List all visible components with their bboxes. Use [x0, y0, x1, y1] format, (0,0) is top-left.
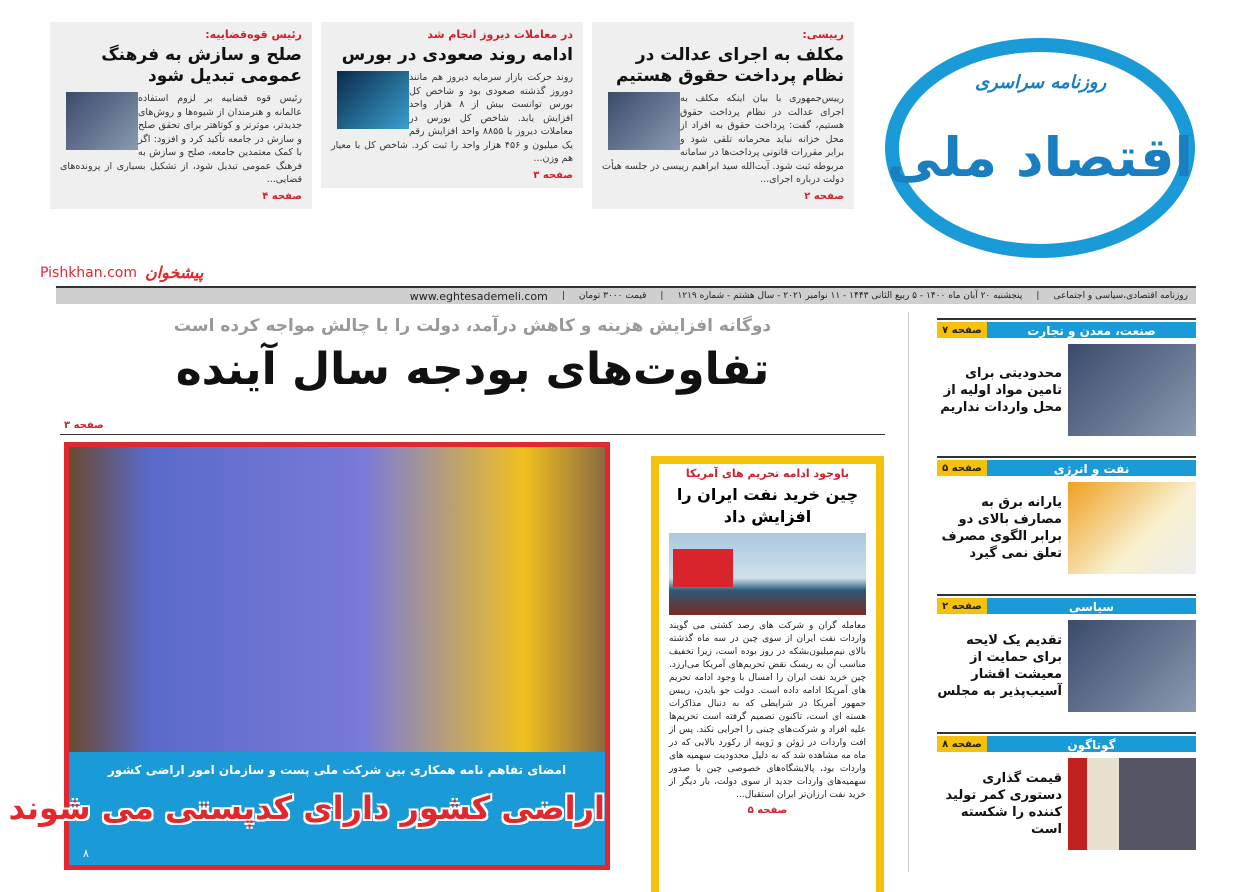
side-title: یارانه برق به مصارف بالای دو برابر الگوی مصرف تعلق نمی گیرد: [941, 495, 1062, 561]
section-name: سیاسی: [987, 598, 1196, 614]
section-name: گوناگون: [987, 736, 1196, 752]
masthead-name: اقتصاد ملی: [886, 126, 1194, 189]
teaser-body: رئیس قوه قضاییه بر لزوم استفاده عالمانه و هنرمندان از شیوه‌ها و روش‌های جدیدتر، موثرتر و کوتاهتر برای تحقق صلح و سازش در جامعه تأکید کرد و افزود: اگر با کمک معتمدین جامعه، صلح و سازش به فرهنگ عمومی تبدیل شود، از تشکیل بسیاری از پرونده‌های قضایی...: [60, 93, 302, 185]
section-name: نفت و انرژی: [987, 460, 1196, 476]
website-link[interactable]: www.eghtesademeli.com: [409, 289, 548, 303]
side-photo: [1068, 758, 1196, 850]
paper-type: روزنامه اقتصادی،سیاسی و اجتماعی: [1053, 291, 1188, 301]
teaser-kicker: در معاملات دیروز انجام شد: [427, 28, 573, 41]
section-name: صنعت، معدن و تجارت: [987, 322, 1196, 338]
teaser-bourse[interactable]: [321, 22, 583, 188]
side-photo: [1068, 344, 1196, 436]
teaser-raisi[interactable]: [592, 22, 854, 209]
china-body: معامله گران و شرکت های رصد کشتی می گویند واردات نفت ایران از سوی چین در سه ماه گذشته بالای نیم‌میلیون‌بشکه در روز بوده است، زیرا تخفیف مناسب آن به ریسک نقض تحریم‌های آمریکا می‌ارزد. چین خرید نفت ایران را امسال با وجود ادامه تحریم های آمریکا ادامه داده است. دولت جو بایدن، رییس جمهور آمریکا در شرایطی که به دنبال مذاکرات هسته ای است، تاکنون تصمیم گرفته است تحریم‌ها علیه افراد و شرکت‌های چینی را اجرایی نکند. پس از افت واردات در ژوئن و ژوییه از رکورد بالایی که در ماه مه مشاهده شد که به دلیل محدودیت سهمیه های واردات بود، پالایشگاه‌های خصوصی چین با صدور سهمیه‌های واردات جدید از سوی دولت، بار دیگر از خرید نفت ارزان‌تر ایران استقبال...: [669, 621, 866, 800]
side-title: قیمت گذاری دستوری کمر تولید کننده را شکسته است: [945, 771, 1062, 837]
sidebar-item-industry[interactable]: [937, 318, 1196, 436]
main-title: تفاوت‌های بودجه سال آینده: [175, 344, 770, 395]
section-page[interactable]: صفحه ۷: [937, 322, 987, 338]
photo-kicker: امضای تفاهم نامه همکاری بین شرکت ملی پست و سازمان امور اراضی کشور: [107, 763, 567, 777]
teaser-kicker: رئیس قوه‌قضاییه:: [205, 28, 302, 41]
teaser-photo: [337, 71, 409, 129]
teaser-body: رییس‌جمهوری با بیان اینکه مکلف به اجرای عدالت در نظام پرداخت حقوق هستیم، گفت: پرداخت حقوق به افراد از محل خزانه نباید محرمانه تلقی شود و برابر مقررات قانونی پرداخت‌ها در سامانه مربوطه ثبت شود. آیت‌الله سید ابراهیم رییسی در جلسه هیأت دولت درباره اجرای...: [602, 93, 844, 185]
teaser-title: ادامه روند صعودی در بورس: [341, 45, 573, 65]
sidebar-item-politics[interactable]: [937, 594, 1196, 712]
teaser-title: صلح و سازش به فرهنگ عمومی تبدیل شود: [101, 45, 302, 86]
issue-date: پنجشنبه ۲۰ آبان ماه ۱۴۰۰ - ۵ ربیع الثانی ۱۴۴۳ - ۱۱ نوامبر ۲۰۲۱ - سال هشتم - شماره ۱۲۱۹: [677, 291, 1023, 301]
divider: [60, 434, 885, 435]
teaser-title: مکلف به اجرای عدالت در نظام پرداخت حقوق هستیم: [616, 45, 844, 86]
teaser-photo: [66, 92, 138, 150]
china-photo: [669, 533, 866, 615]
sidebar: [937, 318, 1196, 850]
section-page[interactable]: صفحه ۸: [937, 736, 987, 752]
side-title: محدودیتی برای تامین مواد اولیه از محل واردات نداریم: [940, 365, 1062, 415]
china-kicker: باوجود ادامه تحریم های آمریکا: [685, 467, 850, 480]
teaser-body: روند حرکت بازار سرمایه دیروز هم مانند دوروز گذشته صعودی بود و شاخص کل بورس توانست بیش از ۸ هزار واحد افزایش یابد. شاخص کل بورس در معاملات دیروز با ۸۸۵۵ واحد افزایش رقم یک میلیون و ۴۵۶ هزار واحد را ثبت کرد. شاخص کل با معیار هم وزن...: [331, 72, 573, 164]
teaser-page-link[interactable]: صفحه ۳: [533, 169, 573, 181]
watermark: Pishkhan.com پیشخوان: [40, 262, 204, 282]
signing-photo: [69, 447, 605, 752]
sidebar-item-energy[interactable]: [937, 456, 1196, 574]
price: قیمت ۳۰۰۰ تومان: [578, 291, 647, 301]
teaser-page-link[interactable]: صفحه ۲: [804, 190, 844, 202]
section-page[interactable]: صفحه ۵: [937, 460, 987, 476]
teaser-page-link[interactable]: صفحه ۴: [262, 190, 302, 202]
teaser-photo: [608, 92, 680, 150]
teaser-kicker: رییسی:: [802, 28, 844, 41]
section-page[interactable]: صفحه ۲: [937, 598, 987, 614]
main-kicker: دوگانه افزایش هزینه و کاهش درآمد، دولت را با چالش مواجه کرده است: [173, 316, 772, 336]
masthead-subtitle: روزنامه سراسری: [975, 72, 1107, 93]
sidebar-item-misc[interactable]: [937, 732, 1196, 850]
masthead-logo: [885, 38, 1195, 258]
china-oil-story[interactable]: [651, 456, 884, 892]
china-page-link[interactable]: صفحه ۵: [747, 805, 788, 816]
main-story[interactable]: [60, 312, 885, 432]
main-page-link[interactable]: صفحه ۳: [64, 420, 104, 431]
photo-story[interactable]: [8, 442, 610, 870]
side-photo: [1068, 482, 1196, 574]
china-title: چین خرید نفت ایران را افزایش داد: [676, 485, 859, 526]
photo-page[interactable]: ۸: [83, 847, 89, 860]
side-photo: [1068, 620, 1196, 712]
photo-title: اراضی کشور دارای کدپستی می شوند: [8, 789, 605, 827]
info-bar: روزنامه اقتصادی،سیاسی و اجتماعی | پنجشنبه ۲۰ آبان ماه ۱۴۰۰ - ۵ ربیع الثانی ۱۴۴۳ - ۱۱ نوامبر ۲۰۲۱ - سال هشتم - شماره ۱۲۱۹ | قیمت ۳۰۰۰ تومان | www.eghtesademeli.com: [56, 286, 1196, 304]
divider: [908, 312, 909, 872]
side-title: تقدیم یک لایحه برای حمایت از معیشت اقشار آسیب‌پذیر به مجلس: [937, 633, 1062, 699]
teaser-judiciary[interactable]: [50, 22, 312, 209]
